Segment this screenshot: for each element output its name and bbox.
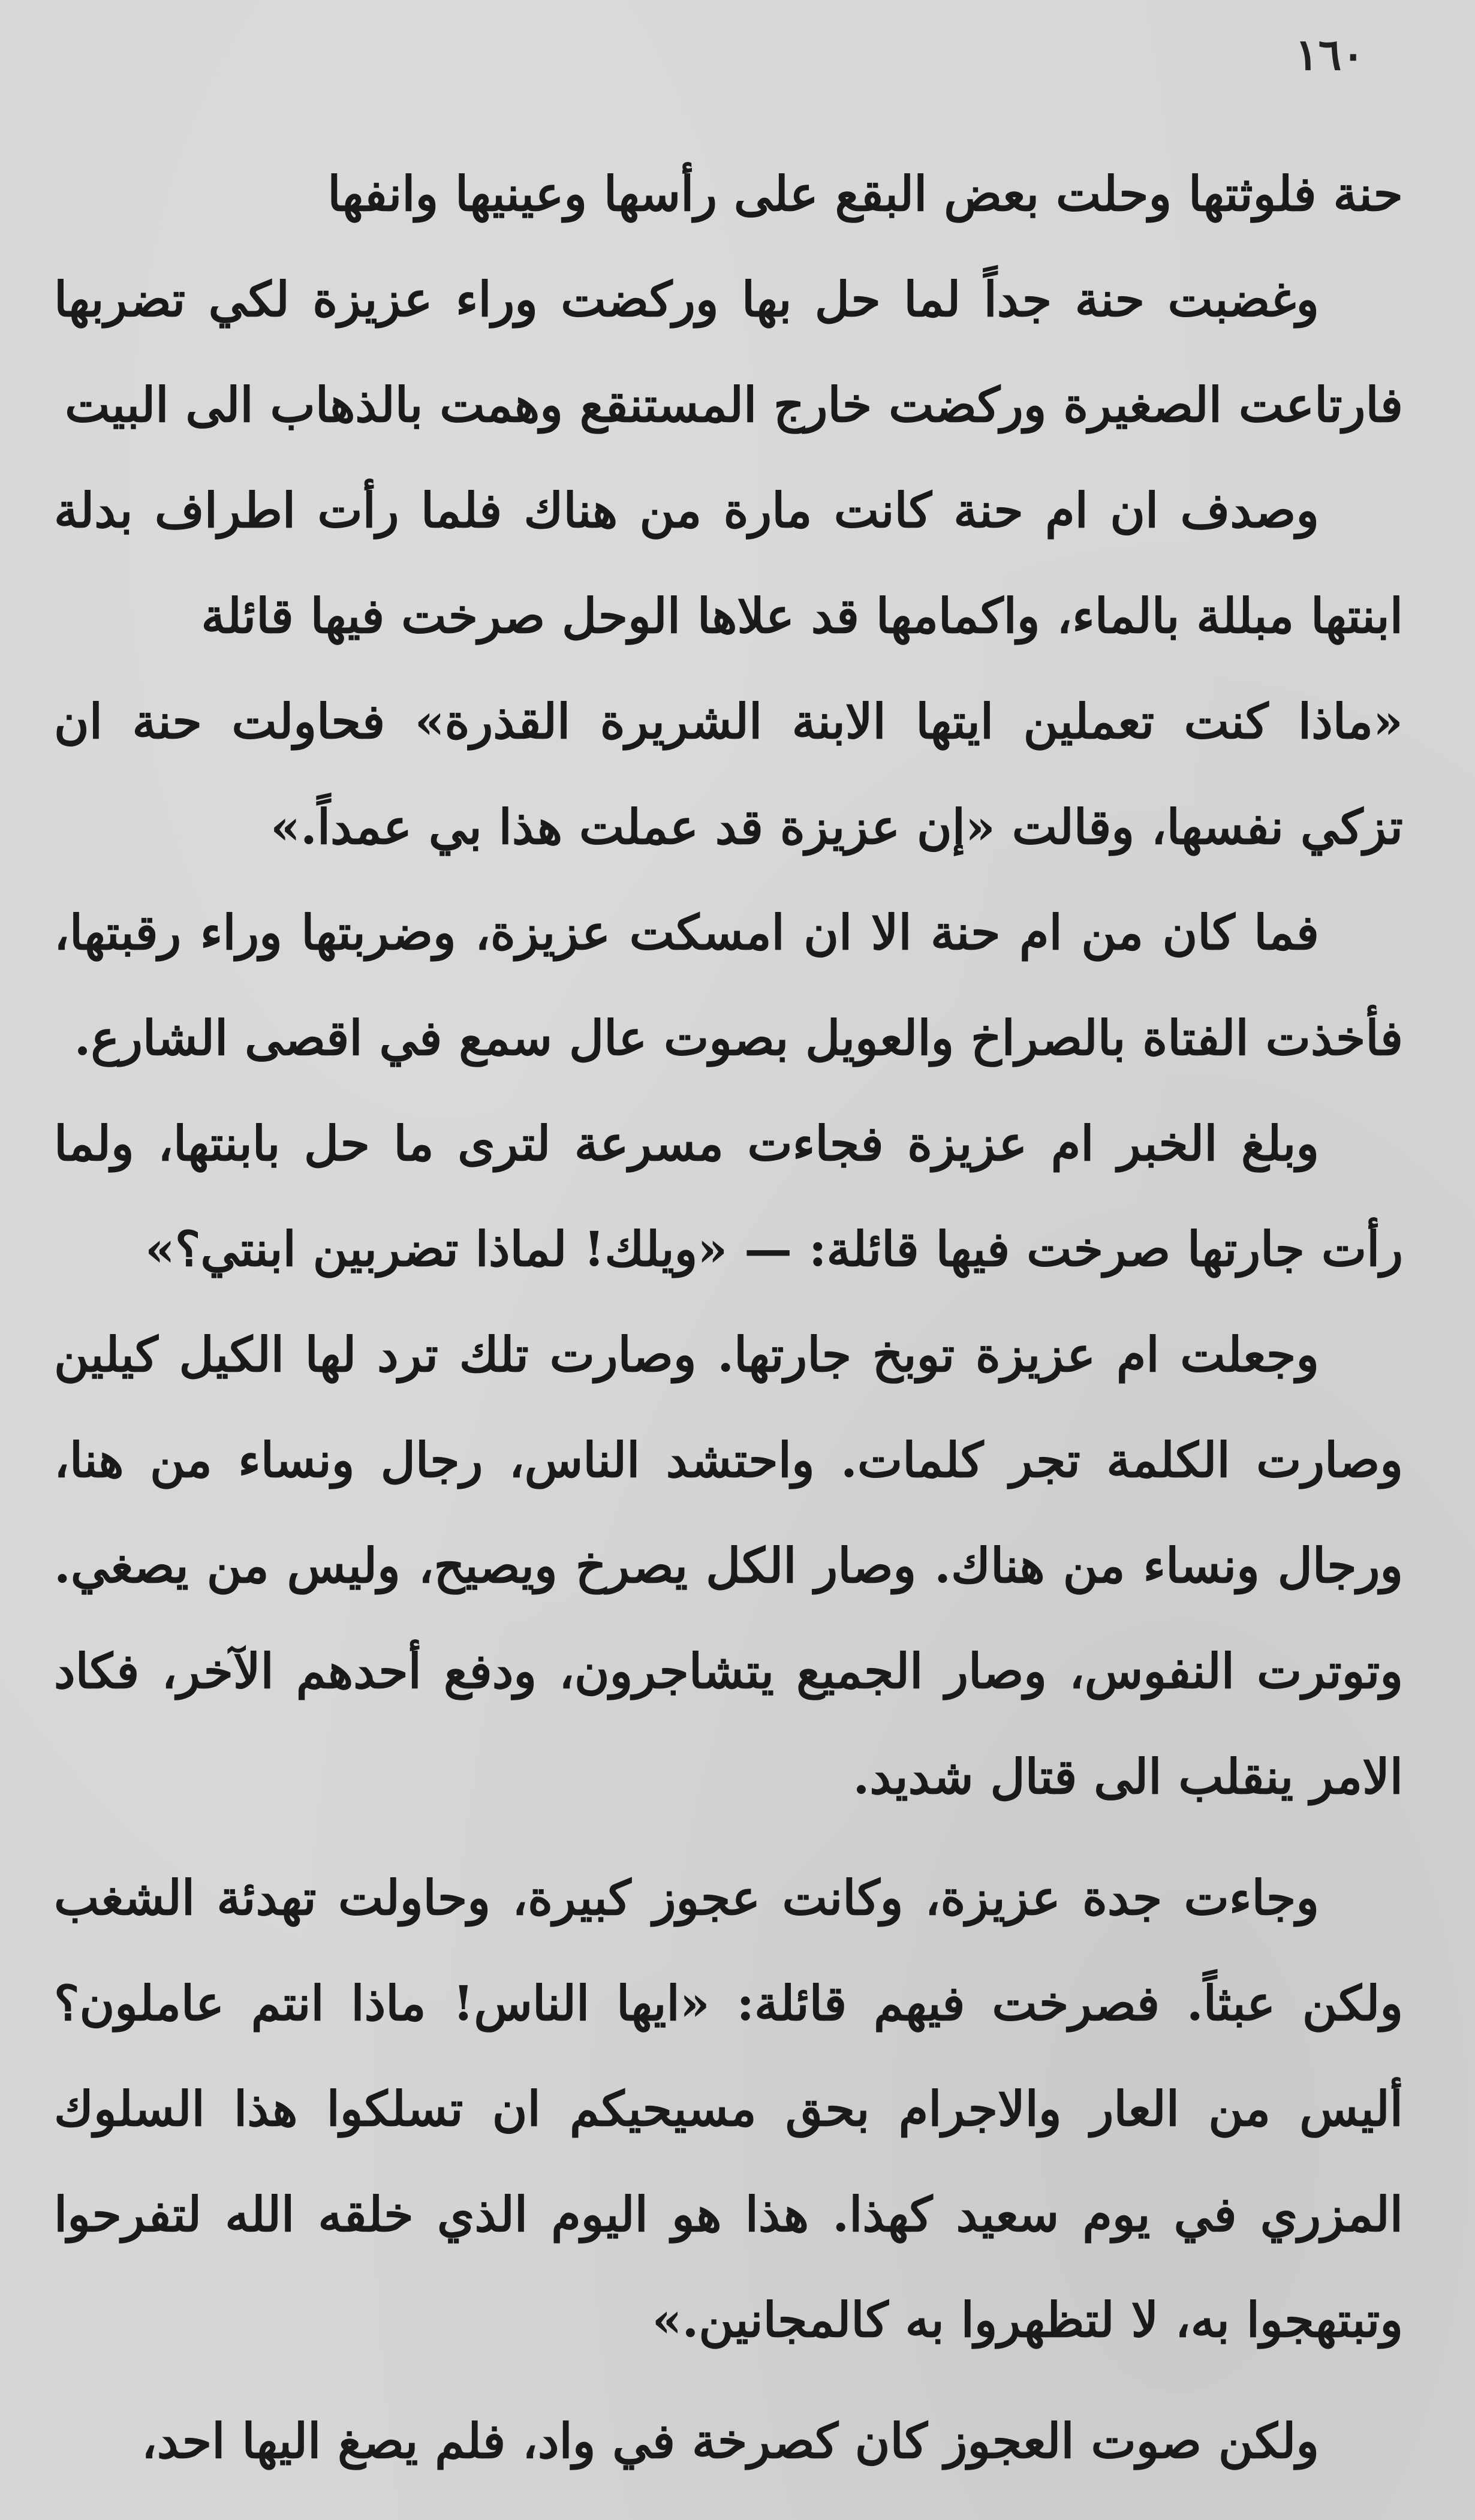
paragraph-gap [54, 2373, 1403, 2388]
paragraph [54, 457, 1403, 669]
page-number: ١٦٠ [1295, 29, 1365, 80]
paragraph [54, 1091, 1403, 1302]
paragraph-text: حنة فلوثتها وحلت بعض البقع على رأسها وعينيها وانفها [327, 165, 1403, 222]
paragraph-text: وبلغ الخبر ام عزيزة فجاءت مسرعة لترى ما حل بابنتها، ولما رأت جارتها صرخت فيها قائلة: — «ويلك! لماذا تضربين ابنتي؟» [54, 1115, 1403, 1277]
paragraph [54, 2388, 1403, 2494]
paragraph [54, 1302, 1403, 1829]
paragraph [54, 880, 1403, 1091]
paragraph-text: وغضبت حنة جداً لما حل بها وركضت وراء عزيزة لكي تضربها فارتاعت الصغيرة وركضت خارج المستنقع وهمت بالذهاب الى البيت [54, 271, 1403, 433]
body-text [54, 141, 1403, 2494]
paragraph [54, 669, 1403, 880]
paragraph-text: وجاءت جدة عزيزة، وكانت عجوز كبيرة، وحاولت تهدئة الشغب ولكن عبثاً. فصرخت فيهم قائلة: «ايها الناس! ماذا انتم عاملون؟ أليس من العار والاجرام بحق مسيحيكم ان تسلكوا هذا السلوك المزري في يوم سعيد كهذا. هذا هو اليوم الذي خلقه الله لتفرحوا وتبتهجوا به، لا لتظهروا به كالمجانين.» [54, 1869, 1403, 2348]
paragraph [54, 246, 1403, 457]
paragraph-text: وجعلت ام عزيزة توبخ جارتها. وصارت تلك ترد لها الكيل كيلين وصارت الكلمة تجر كلمات. واحتشد الناس، رجال ونساء من هنا، ورجال ونساء من هناك. وصار الكل يصرخ ويصيح، وليس من يصغي. وتوترت النفوس، وصار الجميع يتشاجرون، ودفع أحدهم الآخر، فكاد الامر ينقلب الى قتال شديد. [54, 1326, 1403, 1805]
paragraph-text: فما كان من ام حنة الا ان امسكت عزيزة، وضربتها وراء رقبتها، فأخذت الفتاة بالصراخ والعويل بصوت عال سمع في اقصى الشارع. [54, 904, 1403, 1066]
paragraph-gap [54, 1829, 1403, 1845]
paragraph [54, 1845, 1403, 2373]
paragraph-text: «ماذا كنت تعملين ايتها الابنة الشريرة القذرة» فحاولت حنة ان تزكي نفسها، وقالت «إن عزيزة قد عملت هذا بي عمداً.» [54, 693, 1403, 855]
paragraph [54, 141, 1403, 246]
paragraph-text: وصدف ان ام حنة كانت مارة من هناك فلما رأت اطراف بدلة ابنتها مبللة بالماء، واكمامها قد علاها الوحل صرخت فيها قائلة [54, 482, 1403, 644]
paragraph-text: ولكن صوت العجوز كان كصرخة في واد، فلم يصغ اليها احد، [141, 2413, 1319, 2469]
